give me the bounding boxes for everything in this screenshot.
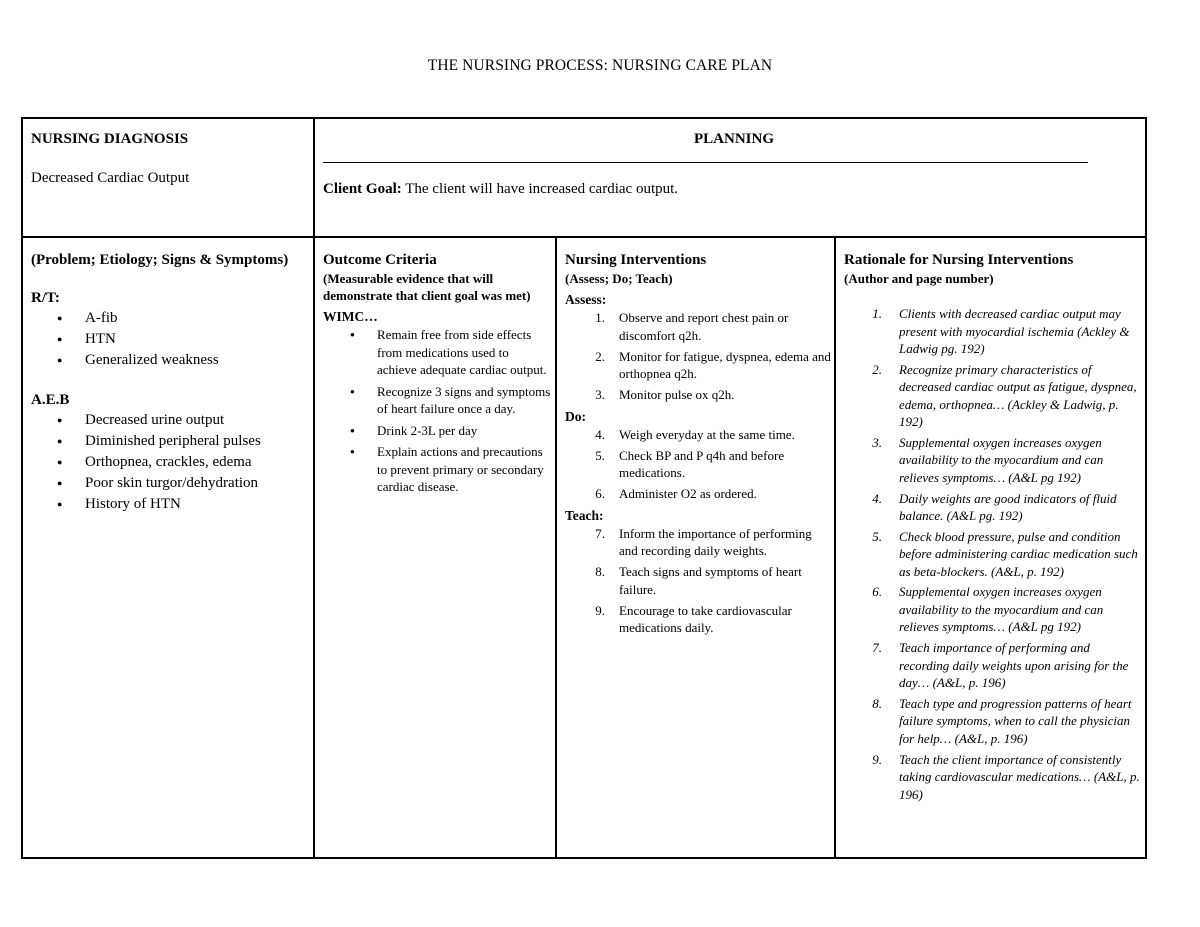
- list-item: 9. Encourage to take cardiovascular medications daily.: [595, 602, 792, 635]
- list-item: 4. Weigh everyday at the same time.: [595, 426, 795, 442]
- interventions-header: Nursing Interventions: [565, 252, 707, 268]
- list-item: 2. Recognize primary characteristics of decreased cardiac output as fatigue, dyspnea, edema, orthopnea… (Ackley & Ladwig, p. 192): [872, 361, 1137, 430]
- list-item: ● Decreased urine output: [31, 410, 311, 431]
- list-item: 3. Supplemental oxygen increases oxygen availability to the myocardium and can relieves symptoms… (A&L pg 192): [872, 434, 1104, 485]
- assess-list: [565, 309, 831, 404]
- list-item: ● Diminished peripheral pulses: [31, 431, 311, 452]
- care-plan-table: [21, 117, 1147, 859]
- teach-list: [565, 525, 831, 637]
- rt-label: R/T:: [31, 290, 60, 306]
- do-list: [565, 426, 831, 503]
- list-item: ● Explain actions and precautions to prevent primary or secondary cardiac disease.: [323, 443, 551, 496]
- list-item: ● Drink 2-3L per day: [323, 422, 551, 440]
- list-item: 2. Monitor for fatigue, dyspnea, edema and orthopnea q2h.: [595, 348, 831, 381]
- problem-header: (Problem; Etiology; Signs & Symptoms): [31, 252, 289, 268]
- outcome-criteria-cell: [323, 251, 551, 500]
- column-divider-2: [555, 236, 557, 857]
- interventions-subheader: (Assess; Do; Teach): [565, 271, 673, 286]
- nursing-diagnosis-value: Decreased Cardiac Output: [31, 170, 190, 186]
- rationale-subheader: (Author and page number): [844, 271, 994, 286]
- list-item: ● Generalized weakness: [31, 350, 311, 371]
- client-goal-text: The client will have increased cardiac output.: [401, 181, 679, 197]
- list-item: 1. Clients with decreased cardiac output may present with myocardial ischemia (Ackley & Ladwig pg. 192): [872, 306, 1130, 356]
- list-item: 6. Supplemental oxygen increases oxygen availability to the myocardium and can relieves symptoms… (A&L pg 192): [872, 584, 1104, 635]
- list-item: 4. Daily weights are good indicators of fluid balance. (A&L pg. 192): [872, 490, 1117, 524]
- list-item: ● History of HTN: [31, 494, 311, 515]
- list-item: 8. Teach type and progression patterns of heart failure symptoms, when to call the physician for help… (A&L, p. 196): [872, 695, 1132, 746]
- rationale-cell: [844, 251, 1142, 806]
- aeb-label: A.E.B: [31, 392, 70, 408]
- client-goal: [323, 181, 1145, 198]
- list-item: ● Orthopnea, crackles, edema: [31, 452, 311, 473]
- wimc-label: WIMC…: [323, 309, 378, 324]
- nursing-interventions-cell: [565, 251, 831, 640]
- client-goal-label: Client Goal:: [323, 181, 402, 197]
- list-item: 1. Observe and report chest pain or discomfort q2h.: [595, 310, 789, 343]
- list-item: 3. Monitor pulse ox q2h.: [595, 387, 735, 402]
- assess-label: Assess:: [565, 292, 607, 307]
- do-label: Do:: [565, 408, 586, 424]
- list-item: 7. Inform the importance of performing and recording daily weights.: [595, 525, 812, 558]
- list-item: 6. Administer O2 as ordered.: [595, 486, 757, 501]
- nursing-diagnosis-header: NURSING DIAGNOSIS: [31, 131, 189, 147]
- rt-list: [31, 308, 311, 371]
- list-item: 7. Teach importance of performing and recording daily weights upon arising for the day… (A&L, p. 196): [872, 640, 1129, 691]
- aeb-list: [31, 410, 311, 515]
- outcome-header: Outcome Criteria: [323, 252, 437, 268]
- list-item: ● A-fib: [31, 308, 311, 329]
- list-item: ● HTN: [31, 329, 311, 350]
- teach-label: Teach:: [565, 507, 604, 523]
- list-item: ● Remain free from side effects from medications used to achieve adequate cardiac output.: [323, 326, 551, 379]
- list-item: 9. Teach the client importance of consistently taking cardiovascular medications… (A&L, p. 196): [872, 751, 1140, 802]
- rationale-header: Rationale for Nursing Interventions: [844, 252, 1074, 268]
- column-divider-1: [313, 119, 315, 857]
- outcome-subheader: (Measurable evidence that will demonstrate that client goal was met): [323, 271, 531, 303]
- planning-underline: [323, 162, 1088, 163]
- document-title: THE NURSING PROCESS: NURSING CARE PLAN: [427, 57, 773, 74]
- planning-header: PLANNING: [693, 131, 774, 147]
- row-divider: [23, 236, 1145, 238]
- list-item: 5. Check BP and P q4h and before medications.: [595, 447, 785, 480]
- problem-cell: [31, 251, 311, 515]
- planning-cell: [323, 131, 1145, 198]
- list-item: 5. Check blood pressure, pulse and condition before administering cardiac medication such as beta-blockers. (A&L, p. 192): [872, 528, 1138, 579]
- outcome-list: [323, 326, 551, 496]
- rationale-list: [844, 305, 1142, 803]
- list-item: ● Poor skin turgor/dehydration: [31, 473, 311, 494]
- column-divider-3: [834, 236, 836, 857]
- list-item: 8. Teach signs and symptoms of heart failure.: [595, 564, 802, 597]
- nursing-diagnosis-cell: [31, 131, 306, 187]
- list-item: ● Recognize 3 signs and symptoms of heart failure once a day.: [323, 383, 551, 418]
